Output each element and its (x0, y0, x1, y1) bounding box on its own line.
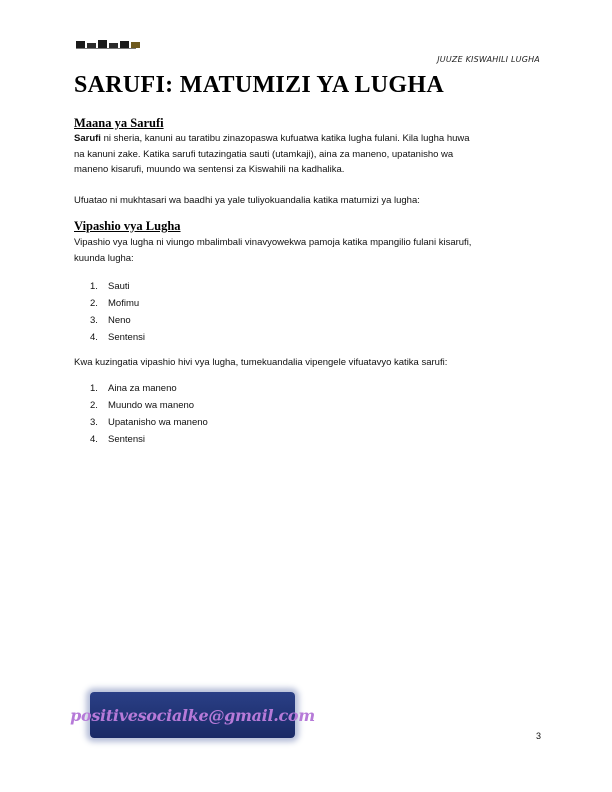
list-item (90, 414, 208, 431)
summary-paragraph: Ufuatao ni mukhtasari wa baadhi ya yale tuliyokuandalia katika matumizi ya lugha: (74, 195, 420, 206)
vipengele-list (90, 380, 208, 448)
running-header: JUUZE KISWAHILI LUGHA (437, 55, 540, 64)
list-item-text: Neno (108, 315, 131, 326)
definition-line-1: ni sheria, kanuni au taratibu zinazopaswa kufuatwa katika lugha fulani. Kila lugha huwa (100, 133, 470, 144)
list-item (90, 295, 145, 312)
list-item-number: 1. (90, 281, 98, 292)
list-item-text: Sauti (108, 281, 130, 292)
definition-paragraph (74, 131, 544, 178)
vipashio-intro (74, 235, 544, 266)
list-item (90, 312, 145, 329)
list-item-number: 2. (90, 298, 98, 309)
page-number: 3 (536, 731, 542, 741)
list-item-number: 1. (90, 383, 98, 394)
email-watermark (70, 692, 315, 738)
list-item (90, 397, 208, 414)
list-item-number: 2. (90, 400, 98, 411)
vipashio-list (90, 278, 145, 346)
header-rule (76, 48, 136, 49)
vipengele-intro: Kwa kuzingatia vipashio hivi vya lugha, tumekuandalia vipengele vifuatavyo katika sarufi: (74, 357, 448, 368)
list-item (90, 431, 208, 448)
list-item-text: Aina za maneno (108, 383, 177, 394)
vipashio-intro-line-1: Vipashio vya lugha ni viungo mbalimbali vinavyowekwa pamoja katika mpangilio fulani kisarufi, (74, 237, 472, 248)
vipashio-intro-line-2: kuunda lugha: (74, 252, 134, 264)
section-heading-maana: Maana ya Sarufi (74, 116, 164, 130)
list-item-number: 3. (90, 417, 98, 428)
definition-line-2: na kanuni zake. Katika sarufi tutazingatia sauti (utamkaji), aina za maneno, upatanisho wa (74, 148, 454, 160)
list-item (90, 380, 208, 397)
page-title: SARUFI: MATUMIZI YA LUGHA (74, 72, 444, 98)
definition-line-3: maneno kisarufi, muundo wa sentensi za Kiswahili na kadhalika. (74, 164, 345, 175)
list-item-text: Sentensi (108, 332, 145, 343)
list-item-text: Upatanisho wa maneno (108, 417, 208, 428)
list-item-number: 4. (90, 332, 98, 343)
list-item-text: Sentensi (108, 434, 145, 445)
list-item-number: 3. (90, 315, 98, 326)
section-heading-vipashio: Vipashio vya Lugha (74, 219, 181, 233)
colored-blocks-logo-icon (76, 40, 140, 48)
definition-term: Sarufi (74, 133, 101, 144)
list-item-number: 4. (90, 434, 98, 445)
list-item (90, 278, 145, 295)
list-item-text: Muundo wa maneno (108, 400, 195, 411)
list-item (90, 329, 145, 346)
watermark-email-text: positivesocialke@gmail.com (70, 705, 315, 725)
list-item-text: Mofimu (108, 298, 140, 309)
